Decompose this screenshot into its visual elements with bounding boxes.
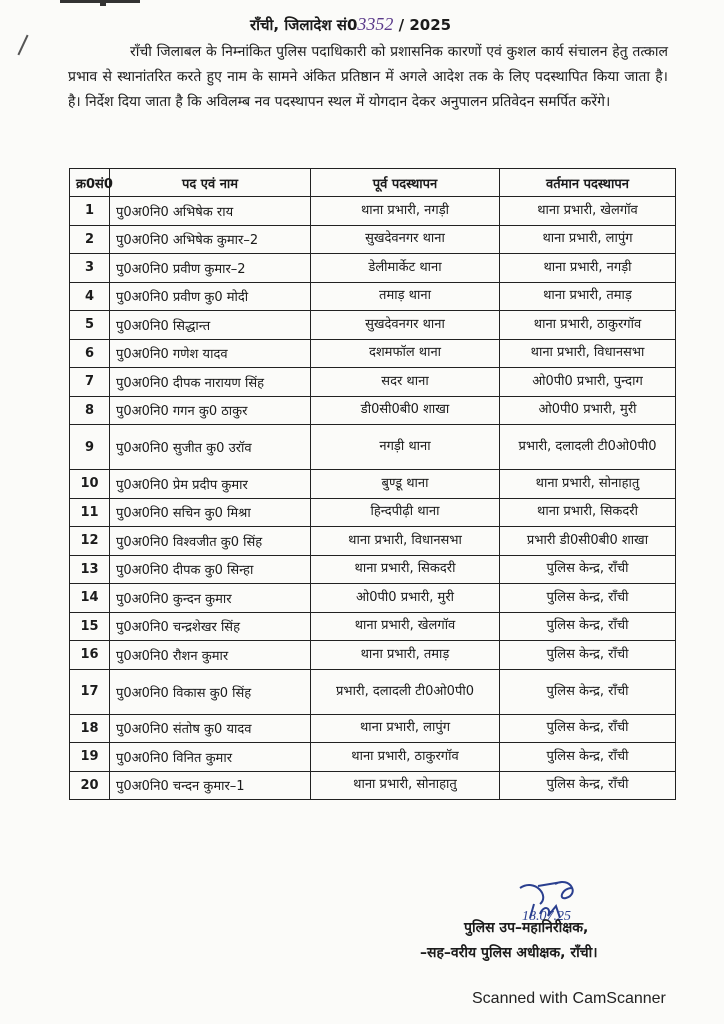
serial-cell: 18 — [70, 714, 110, 743]
previous-posting-cell: डी0सी0बी0 शाखा — [311, 396, 500, 425]
current-posting-cell: पुलिस केन्द्र, राँची — [500, 771, 676, 800]
serial-cell: 9 — [70, 425, 110, 470]
previous-posting-cell: थाना प्रभारी, सोनाहातु — [311, 771, 500, 800]
table-row — [70, 641, 676, 670]
current-posting-cell: थाना प्रभारी, खेलगॉव — [500, 197, 676, 226]
previous-posting-cell: ओ0पी0 प्रभारी, मुरी — [311, 584, 500, 613]
name-cell: पु0अ0नि0 विश्वजीत कु0 सिंह — [110, 527, 311, 556]
table-row — [70, 771, 676, 800]
serial-cell: 11 — [70, 498, 110, 527]
header-name: पद एवं नाम — [110, 169, 311, 197]
header-previous-posting: पूर्व पदस्थापन — [311, 169, 500, 197]
order-number: 3352 — [357, 14, 394, 34]
name-cell: पु0अ0नि0 सिद्धान्त — [110, 311, 311, 340]
camscanner-watermark: Scanned with CamScanner — [472, 990, 666, 1007]
previous-posting-cell: सुखदेवनगर थाना — [311, 311, 500, 340]
previous-posting-cell: दशमफॉल थाना — [311, 339, 500, 368]
name-cell: पु0अ0नि0 गणेश यादव — [110, 339, 311, 368]
serial-cell: 12 — [70, 527, 110, 556]
previous-posting-cell: सुखदेवनगर थाना — [311, 225, 500, 254]
margin-pen-mark — [17, 35, 28, 56]
table-row — [70, 396, 676, 425]
previous-posting-cell: थाना प्रभारी, खेलगॉव — [311, 612, 500, 641]
table-row — [70, 311, 676, 340]
table-row — [70, 197, 676, 226]
previous-posting-cell: थाना प्रभारी, तमाड़ — [311, 641, 500, 670]
current-posting-cell: पुलिस केन्द्र, राँची — [500, 669, 676, 714]
current-posting-cell: थाना प्रभारी, सोनाहातु — [500, 470, 676, 499]
table-row — [70, 498, 676, 527]
name-cell: पु0अ0नि0 चन्द्रशेखर सिंह — [110, 612, 311, 641]
order-paragraph: राँची जिलाबल के निम्नांकित पुलिस पदाधिकारी को प्रशासनिक कारणों एवं कुशल कार्य संचालन हेतु तत्काल प्रभाव से स्थानांतरित करते हुए नाम के सामने अंकित प्रतिष्ठान में अगले आदेश तक के लिए पदस्थापित किया जाता है। है। निर्देश दिया जाता है कि अविलम्ब नव पदस्थापन स्थल में योगदान देकर अनुपालन प्रतिवेदन समर्पित करेंगे। — [68, 44, 668, 110]
header-serial: क्र0सं0 — [70, 169, 110, 197]
previous-posting-cell: नगड़ी थाना — [311, 425, 500, 470]
serial-cell: 3 — [70, 254, 110, 283]
name-cell: पु0अ0नि0 अभिषेक कुमार–2 — [110, 225, 311, 254]
serial-cell: 13 — [70, 555, 110, 584]
serial-cell: 14 — [70, 584, 110, 613]
name-cell: पु0अ0नि0 दीपक कु0 सिन्हा — [110, 555, 311, 584]
name-cell: पु0अ0नि0 प्रवीण कु0 मोदी — [110, 282, 311, 311]
current-posting-cell: ओ0पी0 प्रभारी, मुरी — [500, 396, 676, 425]
transfer-table — [69, 168, 676, 800]
signature-date: 18.07.25 — [522, 909, 571, 924]
table-row — [70, 470, 676, 499]
table-row — [70, 714, 676, 743]
table-row — [70, 743, 676, 772]
previous-posting-cell: हिन्दपीढ़ी थाना — [311, 498, 500, 527]
serial-cell: 2 — [70, 225, 110, 254]
signatory-designation: पुलिस उप–महानिरीक्षक, — [464, 920, 589, 936]
table-row — [70, 584, 676, 613]
header-current-posting: वर्तमान पदस्थापन — [500, 169, 676, 197]
name-cell: पु0अ0नि0 कुन्दन कुमार — [110, 584, 311, 613]
table-row — [70, 282, 676, 311]
serial-cell: 4 — [70, 282, 110, 311]
previous-posting-cell: बुण्डू थाना — [311, 470, 500, 499]
serial-cell: 19 — [70, 743, 110, 772]
table-row — [70, 425, 676, 470]
previous-posting-cell: तमाड़ थाना — [311, 282, 500, 311]
current-posting-cell: थाना प्रभारी, नगड़ी — [500, 254, 676, 283]
table-row — [70, 368, 676, 397]
name-cell: पु0अ0नि0 विकास कु0 सिंह — [110, 669, 311, 714]
name-cell: पु0अ0नि0 रौशन कुमार — [110, 641, 311, 670]
previous-posting-cell: थाना प्रभारी, नगड़ी — [311, 197, 500, 226]
previous-posting-cell: थाना प्रभारी, विधानसभा — [311, 527, 500, 556]
table-row — [70, 555, 676, 584]
serial-cell: 10 — [70, 470, 110, 499]
current-posting-cell: प्रभारी डी0सी0बी0 शाखा — [500, 527, 676, 556]
table-row — [70, 612, 676, 641]
serial-cell: 20 — [70, 771, 110, 800]
previous-posting-cell: थाना प्रभारी, ठाकुरगॉव — [311, 743, 500, 772]
serial-cell: 17 — [70, 669, 110, 714]
current-posting-cell: पुलिस केन्द्र, राँची — [500, 584, 676, 613]
previous-posting-cell: थाना प्रभारी, सिकदरी — [311, 555, 500, 584]
current-posting-cell: पुलिस केन्द्र, राँची — [500, 612, 676, 641]
current-posting-cell: थाना प्रभारी, विधानसभा — [500, 339, 676, 368]
current-posting-cell: पुलिस केन्द्र, राँची — [500, 641, 676, 670]
current-posting-cell: प्रभारी, दलादली टी0ओ0पी0 — [500, 425, 676, 470]
name-cell: पु0अ0नि0 अभिषेक राय — [110, 197, 311, 226]
serial-cell: 15 — [70, 612, 110, 641]
table-row — [70, 527, 676, 556]
name-cell: पु0अ0नि0 सचिन कु0 मिश्रा — [110, 498, 311, 527]
current-posting-cell: पुलिस केन्द्र, राँची — [500, 743, 676, 772]
name-cell: पु0अ0नि0 सुजीत कु0 उरॉव — [110, 425, 311, 470]
current-posting-cell: पुलिस केन्द्र, राँची — [500, 555, 676, 584]
current-posting-cell: थाना प्रभारी, ठाकुरगॉव — [500, 311, 676, 340]
table-header-row — [70, 169, 676, 197]
table-row — [70, 669, 676, 714]
name-cell: पु0अ0नि0 गगन कु0 ठाकुर — [110, 396, 311, 425]
heading-year: / 2025 — [398, 16, 452, 34]
name-cell: पु0अ0नि0 दीपक नारायण सिंह — [110, 368, 311, 397]
current-posting-cell: पुलिस केन्द्र, राँची — [500, 714, 676, 743]
previous-posting-cell: डेलीमार्केट थाना — [311, 254, 500, 283]
serial-cell: 7 — [70, 368, 110, 397]
table-row — [70, 254, 676, 283]
order-heading — [250, 14, 451, 35]
current-posting-cell: ओ0पी0 प्रभारी, पुन्दाग — [500, 368, 676, 397]
serial-cell: 5 — [70, 311, 110, 340]
previous-posting-cell: सदर थाना — [311, 368, 500, 397]
heading-prefix: राँची, जिलादेश सं0 — [250, 16, 358, 34]
name-cell: पु0अ0नि0 प्रेम प्रदीप कुमार — [110, 470, 311, 499]
serial-cell: 6 — [70, 339, 110, 368]
current-posting-cell: थाना प्रभारी, सिकदरी — [500, 498, 676, 527]
current-posting-cell: थाना प्रभारी, लापुंग — [500, 225, 676, 254]
serial-cell: 8 — [70, 396, 110, 425]
signatory-additional-designation: –सह–वरीय पुलिस अधीक्षक, राँची। — [420, 945, 598, 961]
name-cell: पु0अ0नि0 प्रवीण कुमार–2 — [110, 254, 311, 283]
table-row — [70, 225, 676, 254]
previous-posting-cell: थाना प्रभारी, लापुंग — [311, 714, 500, 743]
top-edge-marks — [60, 0, 140, 7]
signature-block — [420, 916, 660, 966]
name-cell: पु0अ0नि0 संतोष कु0 यादव — [110, 714, 311, 743]
table-row — [70, 339, 676, 368]
current-posting-cell: थाना प्रभारी, तमाड़ — [500, 282, 676, 311]
name-cell: पु0अ0नि0 विनित कुमार — [110, 743, 311, 772]
serial-cell: 16 — [70, 641, 110, 670]
serial-cell: 1 — [70, 197, 110, 226]
previous-posting-cell: प्रभारी, दलादली टी0ओ0पी0 — [311, 669, 500, 714]
name-cell: पु0अ0नि0 चन्दन कुमार–1 — [110, 771, 311, 800]
